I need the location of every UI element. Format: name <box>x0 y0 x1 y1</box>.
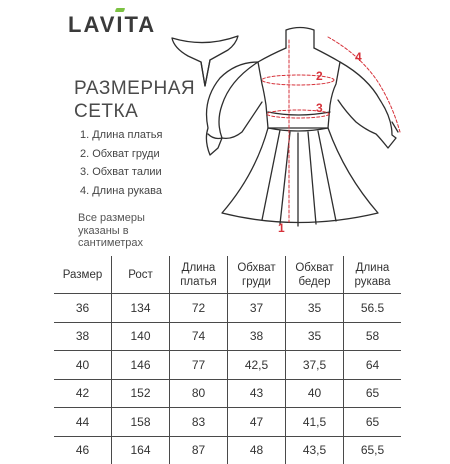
legend-item: 3. Обхват талии <box>80 166 162 178</box>
table-cell: 65,5 <box>344 436 402 464</box>
header-size: Размер <box>54 256 112 294</box>
table-cell: 40 <box>54 351 112 380</box>
table-cell: 87 <box>170 436 228 464</box>
title-line-2: СЕТКА <box>74 101 139 122</box>
table-cell: 42,5 <box>228 351 286 380</box>
table-cell: 146 <box>112 351 170 380</box>
table-cell: 41,5 <box>286 408 344 437</box>
table-cell: 37,5 <box>286 351 344 380</box>
table-cell: 152 <box>112 379 170 408</box>
table-cell: 140 <box>112 322 170 351</box>
legend-item: 2. Обхват груди <box>80 147 160 160</box>
title-line-1: РАЗМЕРНАЯ <box>74 78 196 99</box>
table-row <box>54 408 401 437</box>
bust-line <box>262 75 334 85</box>
table-row <box>54 294 401 323</box>
table-cell: 35 <box>286 294 344 323</box>
table-cell: 72 <box>170 294 228 323</box>
marker-1: 1 <box>278 221 285 235</box>
table-cell: 46 <box>54 436 112 464</box>
table-header-row <box>54 256 401 294</box>
collar-illustration <box>172 36 238 86</box>
marker-4: 4 <box>355 50 362 64</box>
table-cell: 56.5 <box>344 294 402 323</box>
units-note: Все размеры указаны в сантиметрах <box>78 212 145 249</box>
table-cell: 83 <box>170 408 228 437</box>
table-cell: 58 <box>344 322 402 351</box>
marker-3: 3 <box>316 101 323 115</box>
header-dress-length: Длина платья <box>170 256 228 294</box>
header-sleeve-length: Длина рукава <box>344 256 402 294</box>
table-cell: 48 <box>228 436 286 464</box>
table-cell: 80 <box>170 379 228 408</box>
table-cell: 42 <box>54 379 112 408</box>
table-row <box>54 436 401 464</box>
table-cell: 77 <box>170 351 228 380</box>
size-chart-table <box>54 256 401 464</box>
table-row <box>54 322 401 351</box>
logo-text: LAVI TA <box>68 12 156 37</box>
header-hips: Обхват бедер <box>286 256 344 294</box>
table-cell: 36 <box>54 294 112 323</box>
dress-illustration <box>206 28 398 227</box>
header-bust: Обхват груди <box>228 256 286 294</box>
table-cell: 64 <box>344 351 402 380</box>
table-row <box>54 351 401 380</box>
table-cell: 65 <box>344 379 402 408</box>
marker-2: 2 <box>316 69 323 83</box>
table-cell: 74 <box>170 322 228 351</box>
table-cell: 164 <box>112 436 170 464</box>
table-cell: 38 <box>54 322 112 351</box>
legend-item: 4. Длина рукава <box>80 184 162 197</box>
table-cell: 43 <box>228 379 286 408</box>
table-cell: 65 <box>344 408 402 437</box>
table-row <box>54 379 401 408</box>
table-cell: 47 <box>228 408 286 437</box>
header-height: Рост <box>112 256 170 294</box>
table-cell: 40 <box>286 379 344 408</box>
table-cell: 38 <box>228 322 286 351</box>
table-cell: 158 <box>112 408 170 437</box>
table-cell: 35 <box>286 322 344 351</box>
table-cell: 37 <box>228 294 286 323</box>
table-cell: 44 <box>54 408 112 437</box>
table-cell: 43,5 <box>286 436 344 464</box>
table-cell: 134 <box>112 294 170 323</box>
legend-item: 1. Длина платья <box>80 129 163 141</box>
